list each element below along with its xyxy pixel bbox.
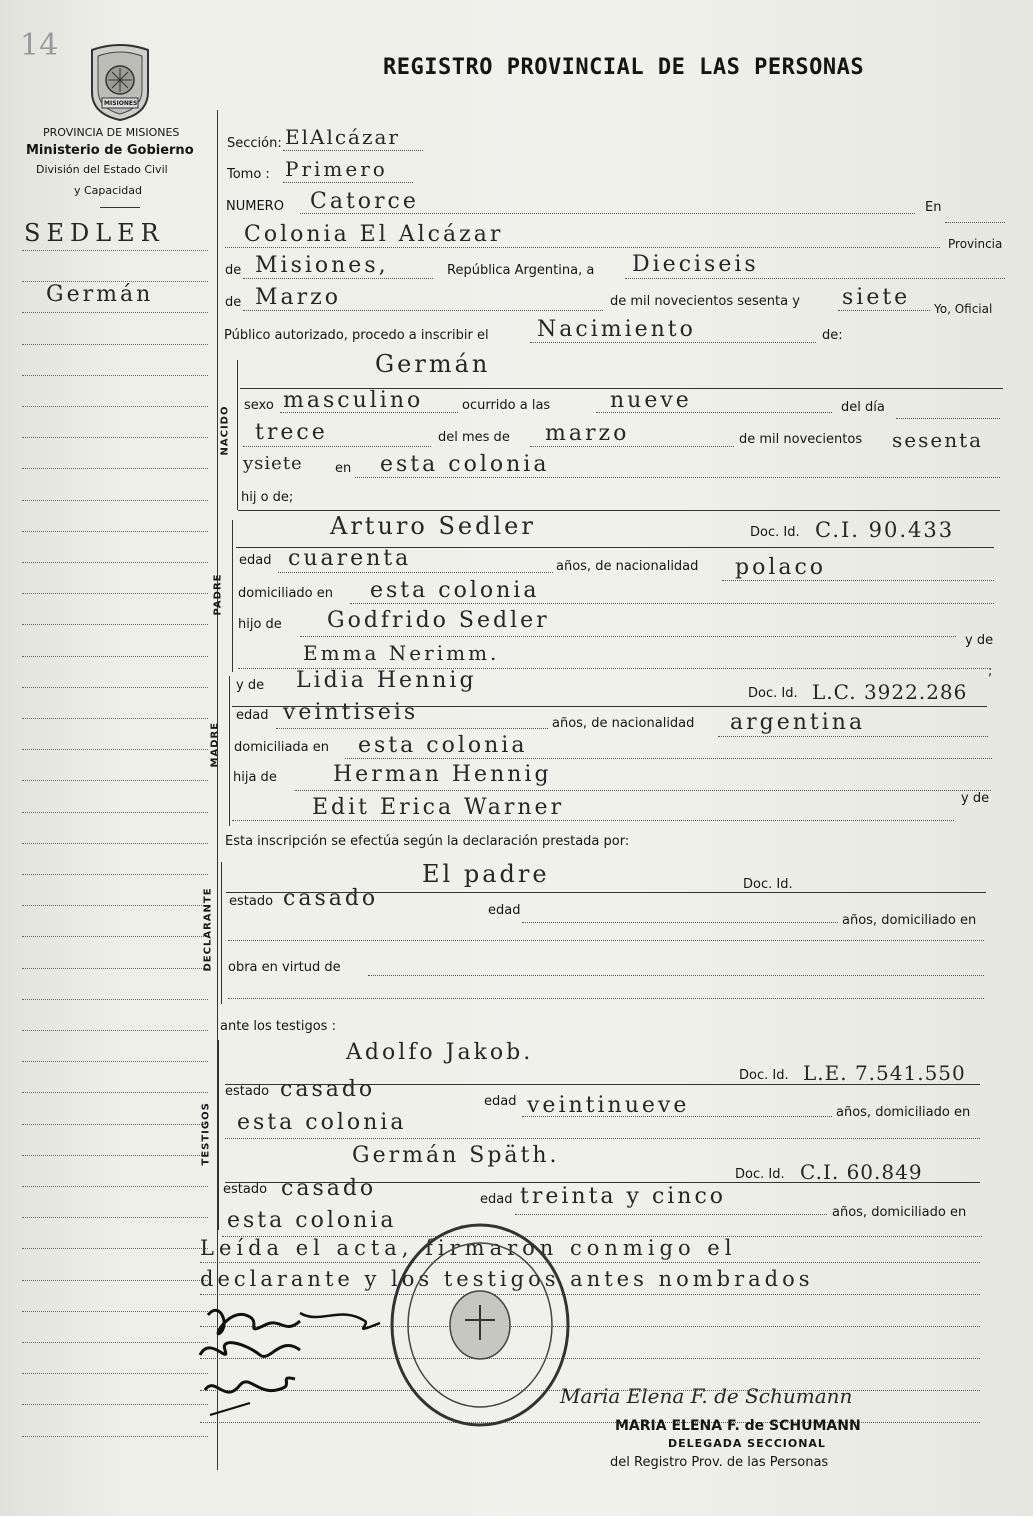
- en2-label: en: [335, 461, 352, 476]
- padre-hijo-label: hijo de: [238, 617, 282, 632]
- margin-rule-line: [22, 1436, 208, 1437]
- margin-rule-line: [22, 780, 208, 781]
- page-number: 14: [20, 28, 59, 63]
- madre-anos-label: años, de nacionalidad: [552, 716, 695, 731]
- padre-padre: Godfrido Sedler: [327, 608, 550, 633]
- testigo2-edad-label: edad: [480, 1192, 513, 1207]
- official-name: MARIA ELENA F. de SCHUMANN: [615, 1418, 861, 1434]
- padre-edad: cuarenta: [288, 546, 412, 571]
- declarante-doc-label: Doc. Id.: [743, 877, 793, 892]
- padre-doc: C.I. 90.433: [815, 518, 955, 542]
- madre-nac-line: [718, 736, 988, 737]
- de-mil-label: de mil novecientos sesenta y: [610, 294, 800, 309]
- testigo2-estado: casado: [281, 1176, 377, 1201]
- padre-domicilio: esta colonia: [370, 578, 540, 603]
- anio-line: [838, 310, 930, 311]
- padre-nombre: Arturo Sedler: [330, 512, 536, 540]
- madre-domicilio: esta colonia: [358, 733, 528, 758]
- padre-anos-label: años, de nacionalidad: [556, 559, 699, 574]
- margin-rule-line: [22, 718, 208, 719]
- hijo-label: hij o de;: [241, 490, 294, 505]
- ministry-label: Ministerio de Gobierno: [26, 143, 194, 158]
- margin-rule-line: [22, 656, 208, 657]
- lugar-value: esta colonia: [380, 452, 550, 477]
- obra-line: [368, 975, 984, 976]
- provincia-line: [243, 278, 433, 279]
- madre-doc-label: Doc. Id.: [748, 686, 798, 701]
- main-rule: [217, 110, 218, 1470]
- margin-surname: SEDLER: [24, 219, 165, 247]
- madre-yde2-label: y de: [961, 791, 990, 806]
- official-signature: Maria Elena F. de Schumann: [560, 1384, 853, 1408]
- testigos-side-label: TESTIGOS: [200, 1102, 212, 1166]
- madre-edad: veintiseis: [283, 700, 419, 725]
- hora-value: nueve: [610, 388, 692, 413]
- margin-rule-line: [22, 312, 208, 313]
- closing-line1-rule: [200, 1262, 980, 1263]
- nacido-side-label: NACIDO: [219, 405, 231, 456]
- testigo1-doc-label: Doc. Id.: [739, 1068, 789, 1083]
- margin-rule-line: [22, 1186, 208, 1187]
- declarante-side-label: DECLARANTE: [202, 887, 214, 972]
- testigo1-edad: veintinueve: [527, 1093, 690, 1118]
- tomo-value: Primero: [285, 157, 388, 181]
- testigo1-edad-line: [522, 1116, 832, 1117]
- declaracion-label: Esta inscripción se efectúa según la declaración prestada por:: [225, 834, 630, 849]
- official-office: del Registro Prov. de las Personas: [610, 1455, 829, 1470]
- republica-label: República Argentina, a: [447, 263, 595, 278]
- margin-rule-line: [22, 344, 208, 345]
- anio-nac2-value: ysiete: [243, 453, 303, 474]
- sexo-value: masculino: [283, 388, 424, 413]
- madre-edad-label: edad: [236, 708, 269, 723]
- provincia-label: Provincia: [948, 237, 1003, 251]
- tomo-label: Tomo :: [227, 167, 270, 182]
- nombre-value: Germán: [375, 350, 491, 378]
- mes-inscripcion-value: Marzo: [255, 285, 341, 310]
- padre-edad-line: [278, 572, 553, 573]
- declarante-anos-label: años, domiciliado en: [842, 913, 977, 928]
- testigos-label: ante los testigos :: [220, 1019, 336, 1034]
- declarante-edad-label: edad: [488, 903, 521, 918]
- testigo1-edad-label: edad: [484, 1094, 517, 1109]
- margin-rule-line: [22, 936, 208, 937]
- margin-rule-line: [22, 999, 208, 1000]
- testigo2-edad-line: [515, 1214, 827, 1215]
- official-stamp-icon: [385, 1220, 575, 1434]
- testigo2-doc: C.I. 60.849: [800, 1160, 923, 1184]
- madre-edad-line: [276, 728, 548, 729]
- division-label: División del Estado Civil: [36, 163, 168, 176]
- semicolon: ;: [988, 664, 993, 679]
- obra-line2: [228, 998, 984, 999]
- sexo-line: [280, 412, 458, 413]
- dia-inscripcion-value: Dieciseis: [632, 252, 759, 277]
- margin-rule-line: [22, 687, 208, 688]
- yo-oficial-label: Yo, Oficial: [934, 302, 993, 316]
- madre-padre: Herman Hennig: [333, 762, 552, 787]
- margin-rule-line: [22, 406, 208, 407]
- de-colon-label: de:: [822, 328, 843, 343]
- de2-label: de: [225, 295, 242, 310]
- padre-nacionalidad: polaco: [735, 555, 827, 580]
- margin-given-name: Germán: [46, 282, 154, 307]
- capacity-label: y Capacidad: [74, 184, 142, 197]
- testigo2-nombre: Germán Späth.: [352, 1143, 560, 1168]
- numero-label: NUMERO: [226, 199, 284, 214]
- closing-line2: declarante y los testigos antes nombrados: [200, 1267, 814, 1291]
- madre-side-label: MADRE: [209, 721, 221, 768]
- margin-rule-line: [22, 1248, 208, 1249]
- mes-nac-line: [530, 446, 734, 447]
- testigo2-anos-label: años, domiciliado en: [832, 1205, 967, 1220]
- seccion-label: Sección:: [227, 136, 282, 151]
- acto-value: Nacimiento: [537, 317, 696, 342]
- testigo1-anos-label: años, domiciliado en: [836, 1105, 971, 1120]
- nacido-rule: [237, 360, 238, 510]
- testigo1-estado-label: estado: [225, 1084, 270, 1099]
- colonia-line: [225, 247, 940, 248]
- padre-rule: [232, 520, 233, 672]
- de-label: de: [225, 263, 242, 278]
- official-title: DELEGADA SECCIONAL: [668, 1437, 826, 1450]
- declarante-nombre: El padre: [422, 860, 550, 888]
- left-divider: [100, 207, 140, 208]
- obra-label: obra en virtud de: [228, 960, 341, 975]
- declarante-estado-label: estado: [229, 894, 274, 909]
- margin-rule-line: [22, 375, 208, 376]
- declarante-dom-line: [228, 940, 984, 941]
- testigo2-estado-label: estado: [223, 1182, 268, 1197]
- witness-signatures-icon: [190, 1295, 390, 1439]
- testigo2-doc-label: Doc. Id.: [735, 1167, 785, 1182]
- madre-doc: L.C. 3922.286: [812, 680, 968, 704]
- document-title: REGISTRO PROVINCIAL DE LAS PERSONAS: [383, 55, 865, 80]
- ocurrido-label: ocurrido a las: [462, 398, 551, 413]
- margin-rule-line: [22, 1217, 208, 1218]
- provincia-value: Misiones,: [255, 253, 389, 278]
- declarante-rule: [221, 862, 222, 1004]
- sexo-label: sexo: [244, 398, 274, 413]
- seal-text: MISIONES: [104, 100, 138, 107]
- del-dia-label: del día: [841, 400, 885, 415]
- tomo-line: [283, 182, 413, 183]
- margin-rule-line: [22, 1092, 208, 1093]
- madre-hija-label: hija de: [233, 770, 277, 785]
- margin-rule-line: [22, 874, 208, 875]
- lugar-line: [355, 477, 1000, 478]
- dia-inscripcion-line: [625, 278, 1005, 279]
- colonia-value: Colonia El Alcázar: [244, 222, 504, 247]
- margin-rule-line: [22, 843, 208, 844]
- margin-rule-line: [22, 468, 208, 469]
- testigo2-domicilio: esta colonia: [227, 1208, 397, 1233]
- margin-rule-line: [22, 905, 208, 906]
- margin-rule-line: [22, 593, 208, 594]
- padre-dom-label: domiciliado en: [238, 586, 334, 601]
- madre-rule: [229, 676, 230, 826]
- margin-rule-line: [22, 437, 208, 438]
- hora-line: [596, 412, 832, 413]
- dia-nac-value: trece: [255, 420, 328, 445]
- padre-edad-label: edad: [239, 553, 272, 568]
- madre-dom-label: domiciliada en: [234, 740, 330, 755]
- margin-rule-line: [22, 1155, 208, 1156]
- declarante-estado: casado: [283, 886, 379, 911]
- provincial-seal-icon: [84, 44, 156, 126]
- margin-rule-line: [22, 1030, 208, 1031]
- nacido-bottom: [238, 510, 1000, 511]
- margin-rule-line: [22, 749, 208, 750]
- padre-padre-line: [300, 636, 956, 637]
- padre-doc-label: Doc. Id.: [750, 525, 800, 540]
- testigos-rule: [218, 1040, 219, 1230]
- publico-label: Público autorizado, procedo a inscribir el: [224, 328, 489, 343]
- en-label: En: [925, 200, 942, 215]
- margin-rule-line: [22, 562, 208, 563]
- margin-rule-line: [22, 1311, 208, 1312]
- declarante-edad-line: [522, 922, 838, 923]
- testigo1-estado: casado: [280, 1077, 376, 1102]
- margin-rule-line: [22, 531, 208, 532]
- madre-nombre: Lidia Hennig: [296, 668, 477, 693]
- padre-nac-line: [722, 580, 994, 581]
- province-label: PROVINCIA DE MISIONES: [43, 126, 180, 139]
- seccion-line: [283, 150, 423, 151]
- margin-rule-line: [22, 1124, 208, 1125]
- madre-yde-label: y de: [236, 678, 265, 693]
- margin-rule-line: [22, 1280, 208, 1281]
- margin-rule-line: [22, 1404, 208, 1405]
- madre-madre: Edit Erica Warner: [312, 795, 565, 820]
- del-mes-label: del mes de: [438, 430, 510, 445]
- margin-rule-line: [22, 1342, 208, 1343]
- en-line: [945, 222, 1005, 223]
- padre-madre: Emma Nerimm.: [303, 641, 500, 665]
- numero-value: Catorce: [310, 189, 419, 214]
- dia-nac-line: [243, 446, 431, 447]
- madre-madre-line: [232, 820, 954, 821]
- margin-rule-line: [22, 968, 208, 969]
- margin-rule-line: [22, 1373, 208, 1374]
- padre-yde-label: y de: [965, 633, 994, 648]
- anio-value: siete: [842, 285, 911, 310]
- margin-rule-line: [22, 812, 208, 813]
- closing-line1: Leída el acta, firmaron conmigo el: [200, 1236, 737, 1260]
- acto-line: [530, 342, 816, 343]
- margin-rule-line: [22, 624, 208, 625]
- testigo1-dom-line: [225, 1138, 980, 1139]
- numero-line: [300, 213, 915, 214]
- de-mil2-label: de mil novecientos: [739, 432, 863, 447]
- madre-dom-line: [345, 758, 992, 759]
- testigo2-edad: treinta y cinco: [520, 1184, 727, 1209]
- testigo1-domicilio: esta colonia: [237, 1110, 407, 1135]
- padre-side-label: PADRE: [212, 573, 224, 616]
- mes-inscripcion-line: [243, 310, 603, 311]
- seccion-value: ElAlcázar: [285, 125, 400, 149]
- anio-nac-value: sesenta: [892, 428, 984, 452]
- del-dia-line: [896, 418, 1000, 419]
- margin-rule-line: [22, 500, 208, 501]
- mes-nac-value: marzo: [545, 421, 630, 446]
- madre-padre-line: [295, 790, 991, 791]
- margin-rule-line: [22, 1061, 208, 1062]
- padre-dom-line: [350, 603, 994, 604]
- margin-rule-line: [22, 250, 208, 251]
- testigo1-doc: L.E. 7.541.550: [803, 1061, 966, 1085]
- madre-nacionalidad: argentina: [730, 710, 866, 735]
- margin-rule-line: [22, 281, 208, 282]
- testigo1-nombre: Adolfo Jakob.: [346, 1040, 534, 1065]
